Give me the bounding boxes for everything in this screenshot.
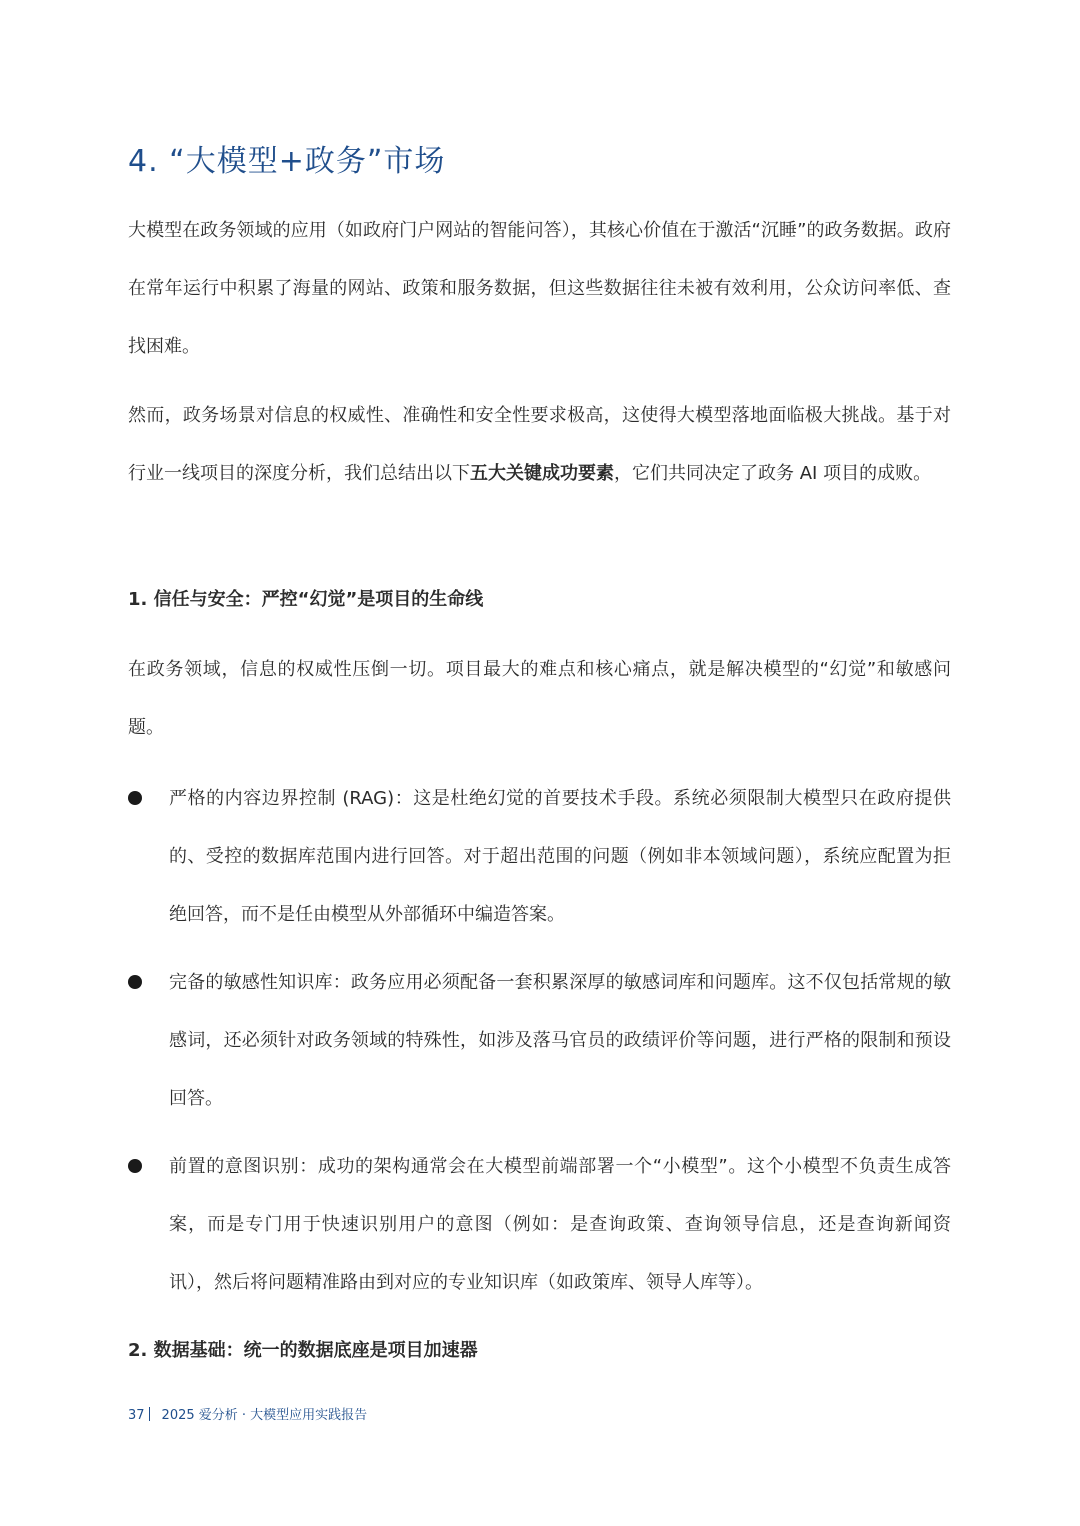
- section-heading-data-foundation: 2. 数据基础：统一的数据底座是项目加速器: [128, 1340, 478, 1361]
- bullet-term: 完备的敏感性知识库: [169, 972, 333, 993]
- section-heading-trust-security: 1. 信任与安全：严控“幻觉”是项目的生命线: [128, 589, 484, 610]
- bullet-dot-icon: [128, 1159, 142, 1173]
- trust-intro-paragraph: 在政务领域，信息的权威性压倒一切。项目最大的难点和核心痛点，就是解决模型的“幻觉”和敏感问题。: [128, 659, 951, 738]
- challenge-text-end: ，它们共同决定了政务 AI 项目的成败。: [614, 463, 932, 484]
- intro-paragraph: 大模型在政务领域的应用（如政府门户网站的智能问答），其核心价值在于激活“沉睡”的政务数据。政府在常年运行中积累了海量的网站、政策和服务数据，但这些数据往往未被有效利用，公众访问率低、查找困难。: [128, 220, 951, 357]
- bullet-dot-icon: [128, 975, 142, 989]
- page-footer: [128, 1406, 367, 1426]
- bullet-description: ：成功的架构通常会在大模型前端部署一个“小模型”。这个小模型不负责生成答案，而是专门用于快速识别用户的意图（例如：是查询政策、查询领导信息，还是查询新闻资讯），然后将问题精准路由到对应的专业知识库（如政策库、领导人库等）。: [169, 1156, 952, 1293]
- bullet-dot-icon: [128, 791, 142, 805]
- key-factors-emphasis: 五大关键成功要素: [470, 463, 614, 484]
- bullet-description: ：政务应用必须配备一套积累深厚的敏感词库和问题库。这不仅包括常规的敏感词，还必须针对政务领域的特殊性，如涉及落马官员的政绩评价等问题，进行严格的限制和预设回答。: [169, 972, 952, 1109]
- bullet-item-sensitive-kb: [128, 954, 951, 1128]
- bullet-text: [169, 1138, 951, 1312]
- bullet-text: [169, 770, 951, 944]
- bullet-term: 严格的内容边界控制 (RAG): [169, 788, 395, 809]
- bullet-term: 前置的意图识别: [169, 1156, 300, 1177]
- page-title: 4. “大模型+政务”市场: [128, 144, 446, 179]
- footer-report-title: 2025 爱分析 · 大模型应用实践报告: [161, 1408, 368, 1423]
- bullet-item-rag: [128, 770, 951, 944]
- bullet-item-intent-recognition: [128, 1138, 951, 1312]
- footer-divider: [149, 1407, 150, 1421]
- bullet-description: ：这是杜绝幻觉的首要技术手段。系统必须限制大模型只在政府提供的、受控的数据库范围内进行回答。对于超出范围的问题（例如非本领域问题），系统应配置为拒绝回答，而不是任由模型从外部循环中编造答案。: [169, 788, 951, 925]
- challenge-text-start: 然而，政务场景对信息的权威性、准确性和安全性要求极高，这使得大模型落地面临极大挑战。基于对行业一线项目的深度分析，我们总结出以下: [128, 405, 951, 484]
- challenge-paragraph: [128, 387, 951, 503]
- bullet-text: [169, 954, 951, 1128]
- page-number: 37: [128, 1408, 145, 1423]
